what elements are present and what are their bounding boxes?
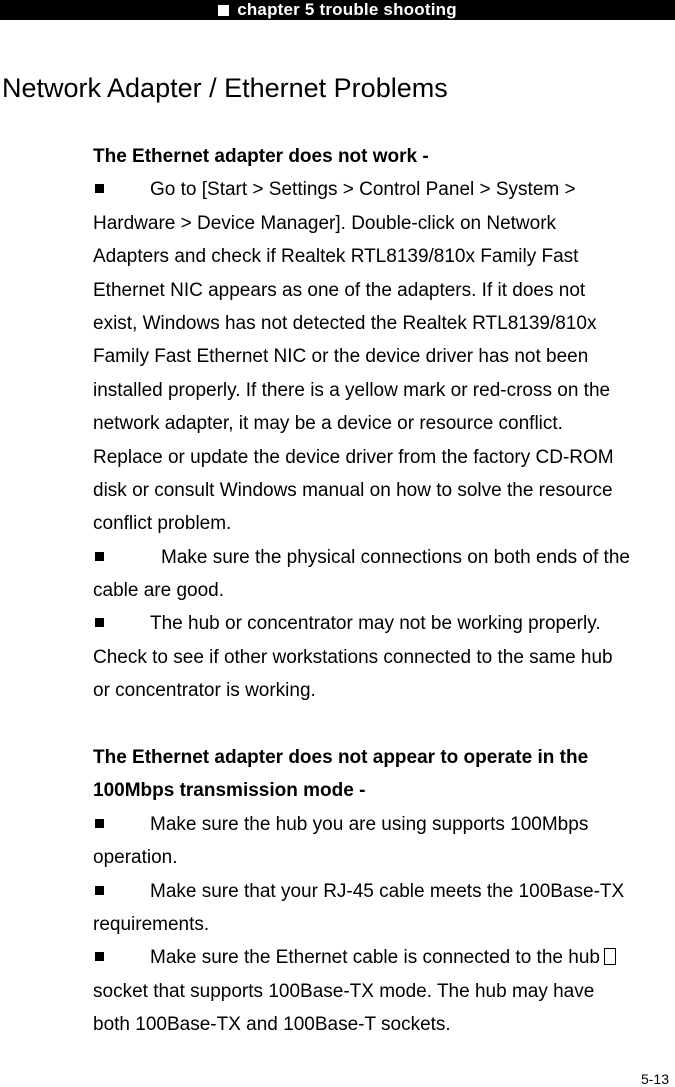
bullet-line (93, 875, 675, 908)
section-heading: 100Mbps transmission mode - (93, 780, 366, 802)
page-number: 5-13 (640, 1071, 669, 1087)
text-line: Hardware > Device Manager]. Double-click on Network (93, 212, 557, 234)
text-line: Family Fast Ethernet NIC or the device driver has not been (93, 346, 589, 368)
bullet-line (93, 941, 675, 974)
text-line: Check to see if other workstations connected to the same hub (93, 646, 613, 668)
text-line: network adapter, it may be a device or resource conflict. (93, 413, 563, 435)
page-title: Network Adapter / Ethernet Problems (2, 73, 448, 103)
chapter-header-bar (0, 0, 675, 20)
text-line: exist, Windows has not detected the Realtek RTL8139/810x (93, 312, 597, 334)
text-line: Replace or update the device driver from the factory CD-ROM (93, 446, 614, 468)
paragraph-gap (93, 708, 675, 741)
bullet-text: Make sure that your RJ-45 cable meets the 100Base-TX (150, 880, 625, 902)
bullet-text: Make sure the Ethernet cable is connected to the hub (150, 947, 600, 969)
text-line: installed properly. If there is a yellow mark or red-cross on the (93, 379, 611, 401)
text-line: requirements. (93, 913, 210, 935)
bullet-square-icon (95, 952, 104, 961)
bullet-square-icon (95, 819, 104, 828)
text-line: operation. (93, 847, 178, 869)
text-line: Ethernet NIC appears as one of the adapters. If it does not (93, 279, 586, 301)
text-line: both 100Base-TX and 100Base-T sockets. (93, 1014, 451, 1036)
main-content (93, 140, 675, 1042)
text-line: or concentrator is working. (93, 680, 316, 702)
bullet-line (93, 808, 675, 841)
bullet-square-icon (95, 886, 104, 895)
bullet-text: Make sure the hub you are using supports 100Mbps (150, 813, 589, 835)
text-line: Adapters and check if Realtek RTL8139/810x Family Fast (93, 246, 579, 268)
text-line: socket that supports 100Base-TX mode. The hub may have (93, 980, 595, 1002)
section-heading: The Ethernet adapter does not appear to operate in the (93, 747, 589, 769)
bullet-square-icon (95, 618, 104, 627)
bullet-text: Go to [Start > Settings > Control Panel > System > (150, 179, 576, 201)
square-icon (218, 5, 229, 16)
section-heading: The Ethernet adapter does not work - (93, 146, 429, 167)
bullet-text: Make sure the physical connections on both ends of the (161, 546, 630, 568)
chapter-header-text: chapter 5 trouble shooting (237, 0, 457, 19)
text-line: disk or consult Windows manual on how to solve the resource (93, 479, 613, 501)
bullet-line (93, 607, 675, 640)
text-line: conflict problem. (93, 513, 232, 535)
text-line: cable are good. (93, 580, 224, 602)
bullet-text: The hub or concentrator may not be working properly. (150, 613, 601, 635)
bullet-line (93, 173, 675, 206)
missing-glyph-box-icon (604, 948, 616, 965)
bullet-line (93, 541, 675, 574)
bullet-square-icon (95, 184, 104, 193)
bullet-square-icon (95, 552, 104, 561)
